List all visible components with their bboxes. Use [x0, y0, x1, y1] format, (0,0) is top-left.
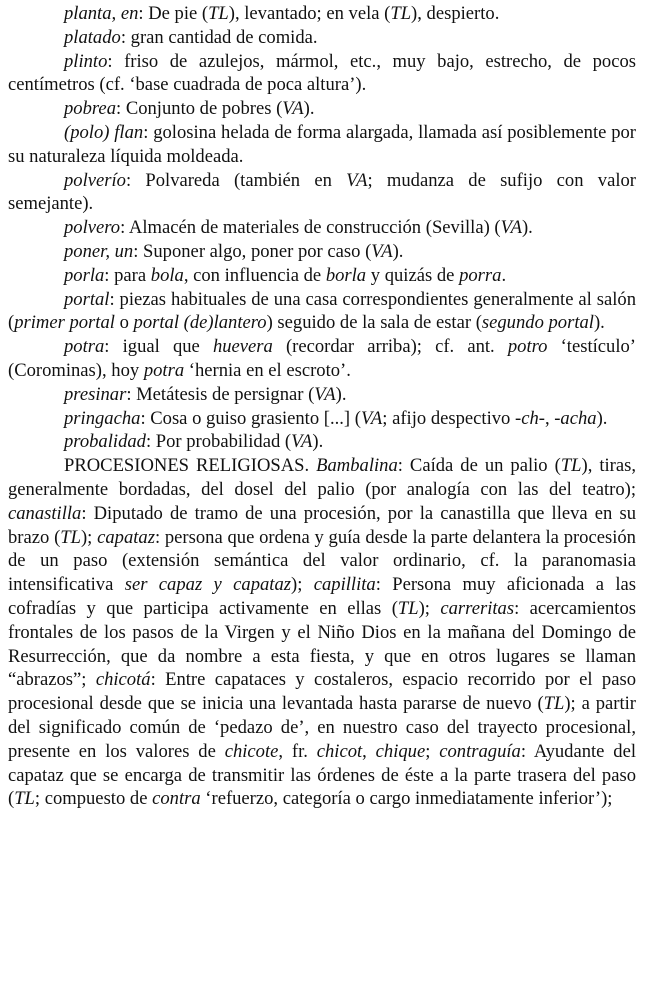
entry-text: ,: [362, 740, 376, 762]
entry-headword: polverío: [64, 169, 126, 191]
entry-text: ).: [312, 431, 324, 453]
dictionary-entry: [8, 2, 636, 26]
dictionary-entry: [8, 26, 636, 50]
entry-text: : acercamientos frontales de los pasos de la Virgen y el Niño Dios en la mañana del Domingo de Resurrección, que da nombre a esta fiesta, y que en otros lugares se llaman “abrazos”;: [8, 597, 636, 691]
entry-text: ‘refuerzo, categoría o cargo inmediatamente inferior’);: [200, 788, 613, 810]
italic-term: VA: [371, 240, 393, 262]
dictionary-entry: [8, 97, 636, 121]
dictionary-entry: [8, 288, 636, 336]
entry-headword: probalidad: [64, 431, 146, 453]
italic-term: TL: [560, 455, 582, 477]
entry-text: ); a partir del significado común de ‘pedazo de’, en nuestro caso del trayecto procesional, presente en los valores de: [8, 693, 636, 762]
entry-text: ).: [335, 383, 347, 405]
italic-term: huevera: [212, 336, 273, 358]
dictionary-entry: [8, 407, 636, 431]
italic-term: primer portal: [14, 312, 115, 334]
italic-term: segundo portal: [481, 312, 594, 334]
entry-headword: potra: [64, 336, 105, 358]
entry-text: : Ayudante del capataz que se encarga de transmitir las órdenes de éste a la parte trasera del paso (: [8, 740, 636, 810]
entry-text: ).: [593, 312, 605, 334]
italic-term: chique: [375, 740, 426, 762]
entry-headword: plinto: [64, 50, 108, 72]
entry-text: ; afijo despectivo: [382, 407, 515, 429]
italic-term: carreritas: [440, 597, 515, 619]
entry-text: : Metátesis de persignar (: [126, 383, 315, 405]
entry-text: : Polvareda (también en: [125, 169, 347, 191]
italic-term: potro: [507, 336, 548, 358]
entry-text: : Por probabilidad (: [145, 431, 292, 453]
entry-headword: platado: [64, 26, 121, 48]
italic-term: -ch-: [515, 407, 545, 429]
italic-term: VA: [360, 407, 383, 429]
entry-text: , con influencia de: [183, 264, 326, 286]
italic-term: TL: [543, 693, 565, 715]
entry-text: (recordar arriba); cf. ant.: [272, 336, 508, 358]
entry-text: .: [501, 264, 507, 286]
italic-term: VA: [314, 383, 336, 405]
entry-text: : Persona muy aficionada a las cofradías y que participa activamente en ellas (: [8, 574, 636, 619]
italic-term: contraguía: [439, 740, 521, 762]
entry-text: , fr.: [278, 740, 317, 762]
entry-headword: portal: [64, 288, 110, 310]
entry-text: );: [291, 574, 314, 596]
entry-headword: poner, un: [64, 240, 134, 262]
entry-text: : Conjunto de pobres (: [116, 98, 283, 120]
entry-text: : gran cantidad de comida.: [120, 26, 318, 48]
entry-headword: pringacha: [64, 407, 141, 429]
italic-term: capataz: [97, 526, 155, 548]
entry-text: ; mudanza de sufijo con valor semejante).: [8, 169, 636, 215]
entry-text: : Diputado de tramo de una procesión, por la canastilla que lleva en su brazo (: [8, 502, 636, 548]
entry-text: ).: [521, 217, 533, 239]
entry-text: y quizás de: [366, 264, 460, 286]
dictionary-entry: [8, 430, 636, 454]
italic-term: -acha: [554, 407, 597, 429]
italic-term: contra: [152, 788, 201, 810]
italic-term: VA: [282, 98, 304, 120]
italic-term: TL: [208, 3, 229, 24]
entry-text: ).: [392, 240, 404, 262]
italic-term: capillita: [313, 574, 376, 596]
entry-text: ), levantado; en vela (: [228, 3, 391, 24]
entry-text: ;: [425, 740, 440, 762]
entry-text: : friso de azulejos, mármol, etc., muy bajo, estrecho, de pocos centímetros (cf. ‘base cuadrada de poca altura’).: [8, 50, 636, 96]
italic-term: TL: [397, 597, 419, 619]
italic-term: portal (de)lantero: [133, 312, 267, 334]
entries-list: [8, 2, 636, 811]
entry-text: ) seguido de la sala de estar (: [266, 312, 482, 334]
italic-term: porra: [459, 264, 502, 286]
entry-text: : Suponer algo, poner por caso (: [133, 240, 372, 262]
dictionary-entry: [8, 454, 636, 811]
entry-headword: polvero: [64, 217, 121, 239]
dictionary-entry: [8, 121, 636, 169]
entry-text: ), tiras, generalmente bordadas, del dosel del palio (por analogía con las del teatro);: [8, 455, 637, 500]
entry-text: : Almacén de materiales de construcción (Sevilla) (: [120, 217, 501, 239]
italic-term: Bambalina: [316, 455, 398, 477]
entry-text: );: [80, 526, 98, 548]
italic-term: ser capaz y capataz: [124, 574, 292, 596]
entry-text: : Entre capataces y costaleros, espacio recorrido por el paso procesional desde que se inicia una levantada hasta pararse de nuevo (: [8, 669, 636, 715]
entry-text: : piezas habituales de una casa correspondientes generalmente al salón (: [8, 288, 636, 334]
dictionary-entry: [8, 169, 636, 217]
entry-text: : para: [104, 264, 151, 286]
entry-text: ‘testículo’ (Corominas), hoy: [8, 336, 636, 381]
entry-text: PROCESIONES RELIGIOSAS.: [64, 455, 317, 477]
italic-term: bola: [150, 264, 184, 286]
entry-headword: planta, en: [64, 3, 139, 24]
italic-term: chicotá: [95, 669, 151, 691]
entry-text: );: [418, 597, 441, 619]
entry-headword: porla: [64, 264, 105, 286]
italic-term: VA: [291, 431, 313, 453]
entry-text: o: [114, 312, 134, 334]
dictionary-entry: [8, 216, 636, 240]
entry-text: : De pie (: [138, 3, 209, 24]
italic-term: borla: [325, 264, 367, 286]
entry-text: ,: [544, 407, 555, 429]
entry-text: ), despierto.: [411, 3, 500, 24]
dictionary-entry: [8, 50, 636, 98]
italic-term: TL: [390, 3, 412, 24]
italic-term: TL: [14, 788, 35, 810]
entry-text: : Cosa o guiso grasiento [...] (: [140, 407, 361, 429]
italic-term: chicot: [316, 740, 363, 762]
italic-term: canastilla: [8, 502, 82, 524]
entry-headword: presinar: [64, 383, 127, 405]
dictionary-entry: [8, 335, 636, 383]
italic-term: chicote: [224, 740, 279, 762]
italic-term: VA: [500, 217, 522, 239]
entry-headword: pobrea: [64, 98, 116, 120]
dictionary-entry: [8, 383, 636, 407]
entry-text: : Caída de un palio (: [397, 455, 561, 477]
dictionary-entry: [8, 240, 636, 264]
entry-text: ).: [303, 98, 315, 120]
entry-text: ‘hernia en el escroto’.: [184, 359, 351, 381]
entry-text: : persona que ordena y guía desde la parte delantera la procesión de un paso (extensión semántica del valor ordinario, cf. la paranomasia intensificativa: [8, 526, 636, 596]
entry-text: ).: [596, 407, 608, 429]
entry-text: : igual que: [104, 336, 213, 358]
entry-text: : golosina helada de forma alargada, llamada así posiblemente por su naturaleza líquida moldeada.: [8, 121, 637, 167]
italic-term: VA: [346, 169, 368, 191]
entry-text: ; compuesto de: [34, 788, 153, 810]
dictionary-entry: [8, 264, 636, 288]
entry-headword: (polo) flan: [64, 121, 144, 143]
italic-term: potra: [143, 359, 185, 381]
italic-term: TL: [60, 526, 81, 548]
